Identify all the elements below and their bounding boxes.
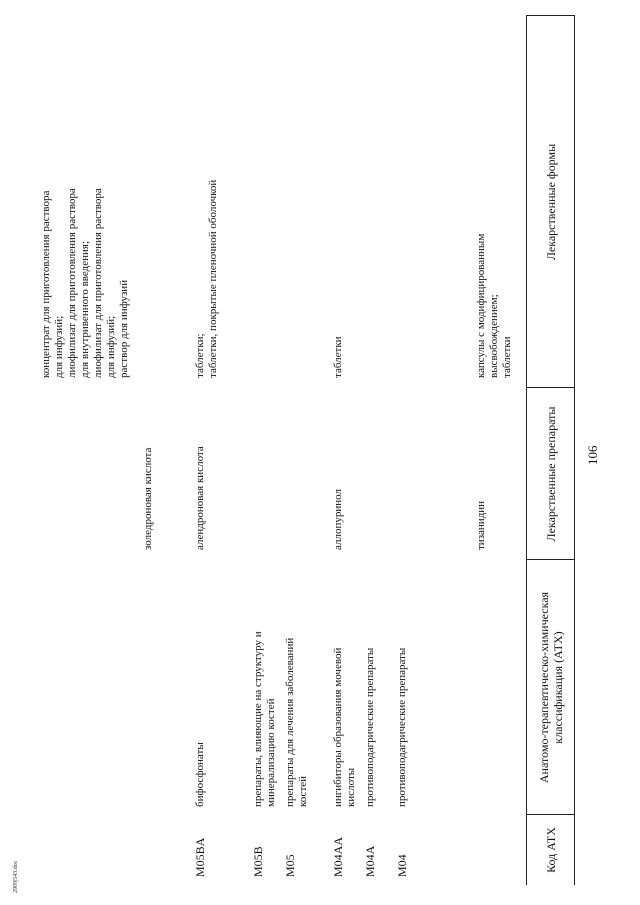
atc-cell: ингибиторы образования мочевой кислоты xyxy=(332,647,357,807)
header-code: Код АТХ xyxy=(544,827,558,873)
forms-cell: таблетки xyxy=(332,336,344,378)
header-atc: Анатомо-терапевтическо-химическая классификация (АТХ) xyxy=(537,591,565,784)
header-drugs: Лекарственные препараты xyxy=(544,406,558,542)
forms-cell: концентрат для приготовления раствора для инфузий; лиофилизат для приготовления раствора для внутривенного введения; лиофилизат для приготовления раствора для инфузий; раствор для инфузий xyxy=(40,188,130,378)
atc-cell: противоподагрические препараты xyxy=(364,647,376,807)
page-number: 106 xyxy=(585,445,600,465)
forms-cell: таблетки; таблетки, покрытые пленочной оболочкой xyxy=(194,179,219,378)
atc-cell: препараты, влияющие на структуру и минерализацию костей xyxy=(252,631,277,807)
header-forms: Лекарственные формы xyxy=(544,143,558,261)
code-cell: M05BA xyxy=(193,837,207,877)
atc-cell: противоподагрические препараты xyxy=(396,647,408,807)
drug-table xyxy=(30,15,575,885)
atc-cell: препараты для лечения заболеваний костей xyxy=(284,637,309,807)
drug-cell: аллопуринол xyxy=(332,489,344,550)
code-cell: M04 xyxy=(395,854,409,877)
drug-cell: золедроновая кислота xyxy=(142,447,154,550)
document-id: 2909|543.doc xyxy=(13,860,19,893)
code-cell: M04AA xyxy=(331,836,345,877)
code-cell: M04A xyxy=(363,845,377,877)
drug-cell: алендроновая кислота xyxy=(194,446,206,550)
code-cell: M05 xyxy=(283,854,297,877)
atc-cell: бифосфонаты xyxy=(194,742,206,807)
drug-cell: тизанидин xyxy=(475,500,487,550)
forms-cell: капсулы с модифицированным высвобождением; таблетки xyxy=(475,233,513,378)
code-cell: M05B xyxy=(251,846,265,877)
